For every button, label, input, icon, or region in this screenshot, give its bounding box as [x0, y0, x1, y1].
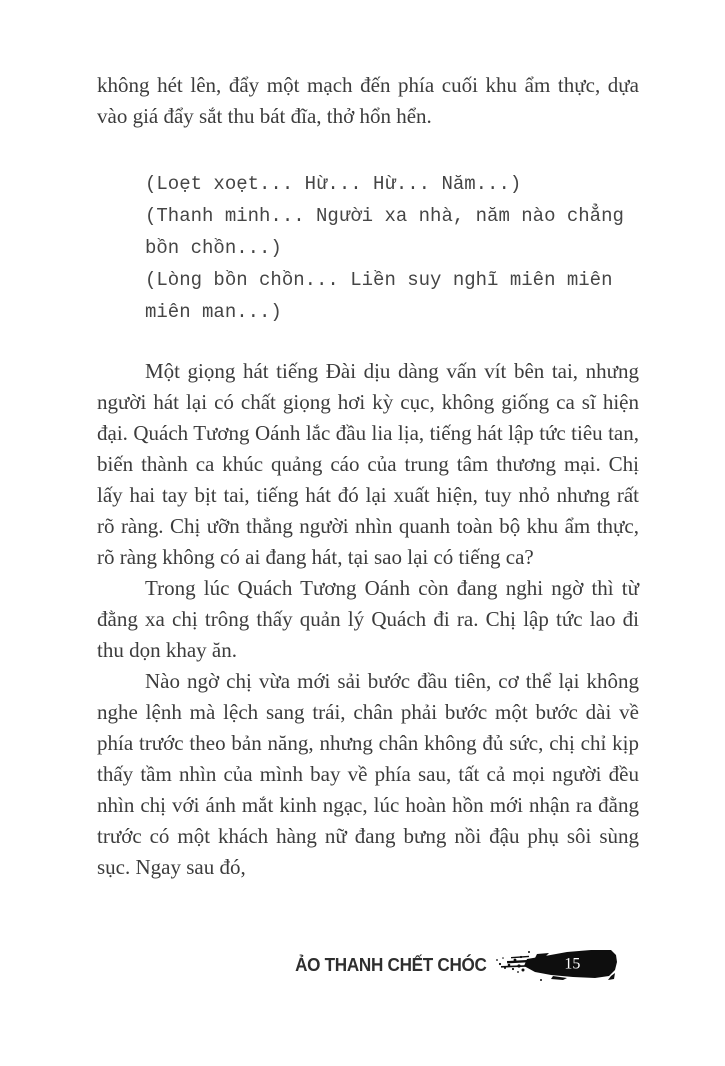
- body-paragraph: Trong lúc Quách Tương Oánh còn đang nghi ngờ thì từ đằng xa chị trông thấy quản lý Quách đi ra. Chị lập tức lao đi thu dọn khay ăn.: [97, 576, 639, 662]
- running-title: ẢO THANH CHẾT CHÓC: [295, 954, 487, 975]
- sound-quote-line: (Thanh minh... Người xa nhà, năm nào chẳng bồn chồn...): [145, 205, 624, 259]
- page-text-column: [97, 70, 639, 883]
- sound-quote-line: (Loẹt xoẹt... Hừ... Hừ... Năm...): [145, 173, 522, 195]
- page-footer: [0, 944, 619, 986]
- brush-stroke-icon: [493, 946, 619, 984]
- page-number: 15: [564, 955, 581, 973]
- body-paragraph: Một giọng hát tiếng Đài dịu dàng vấn vít bên tai, nhưng người hát lại có chất giọng hơi kỳ cục, không giống ca sĩ hiện đại. Quách Tương Oánh lắc đầu lia lịa, tiếng hát lập tức tiêu tan, biến thành ca khúc quảng cáo của trung tâm thương mại. Chị lấy hai tay bịt tai, tiếng hát đó lại xuất hiện, tuy nhỏ nhưng rất rõ ràng. Chị ưỡn thẳng người nhìn quanh toàn bộ khu ẩm thực, rõ ràng không có ai đang hát, tại sao lại có tiếng ca?: [97, 359, 639, 569]
- page-number-badge: [493, 946, 619, 984]
- continued-paragraph: không hét lên, đẩy một mạch đến phía cuối khu ẩm thực, dựa vào giá đẩy sắt thu bát đĩa, thở hổn hển.: [97, 73, 639, 128]
- body-paragraph: Nào ngờ chị vừa mới sải bước đầu tiên, cơ thể lại không nghe lệnh mà lệch sang trái, chân phải bước một bước dài về phía trước theo bản năng, nhưng chân không đủ sức, chị chỉ kịp thấy tầm nhìn của mình bay về phía sau, tất cả mọi người đều nhìn chị với ánh mắt kinh ngạc, lúc hoàn hồn mới nhận ra đằng trước có một khách hàng nữ đang bưng nồi đậu phụ sôi sùng sục. Ngay sau đó,: [97, 669, 639, 879]
- sound-quote-line: (Lòng bồn chồn... Liền suy nghĩ miên miên miên man...): [145, 269, 613, 323]
- sound-quote-block: [97, 168, 639, 328]
